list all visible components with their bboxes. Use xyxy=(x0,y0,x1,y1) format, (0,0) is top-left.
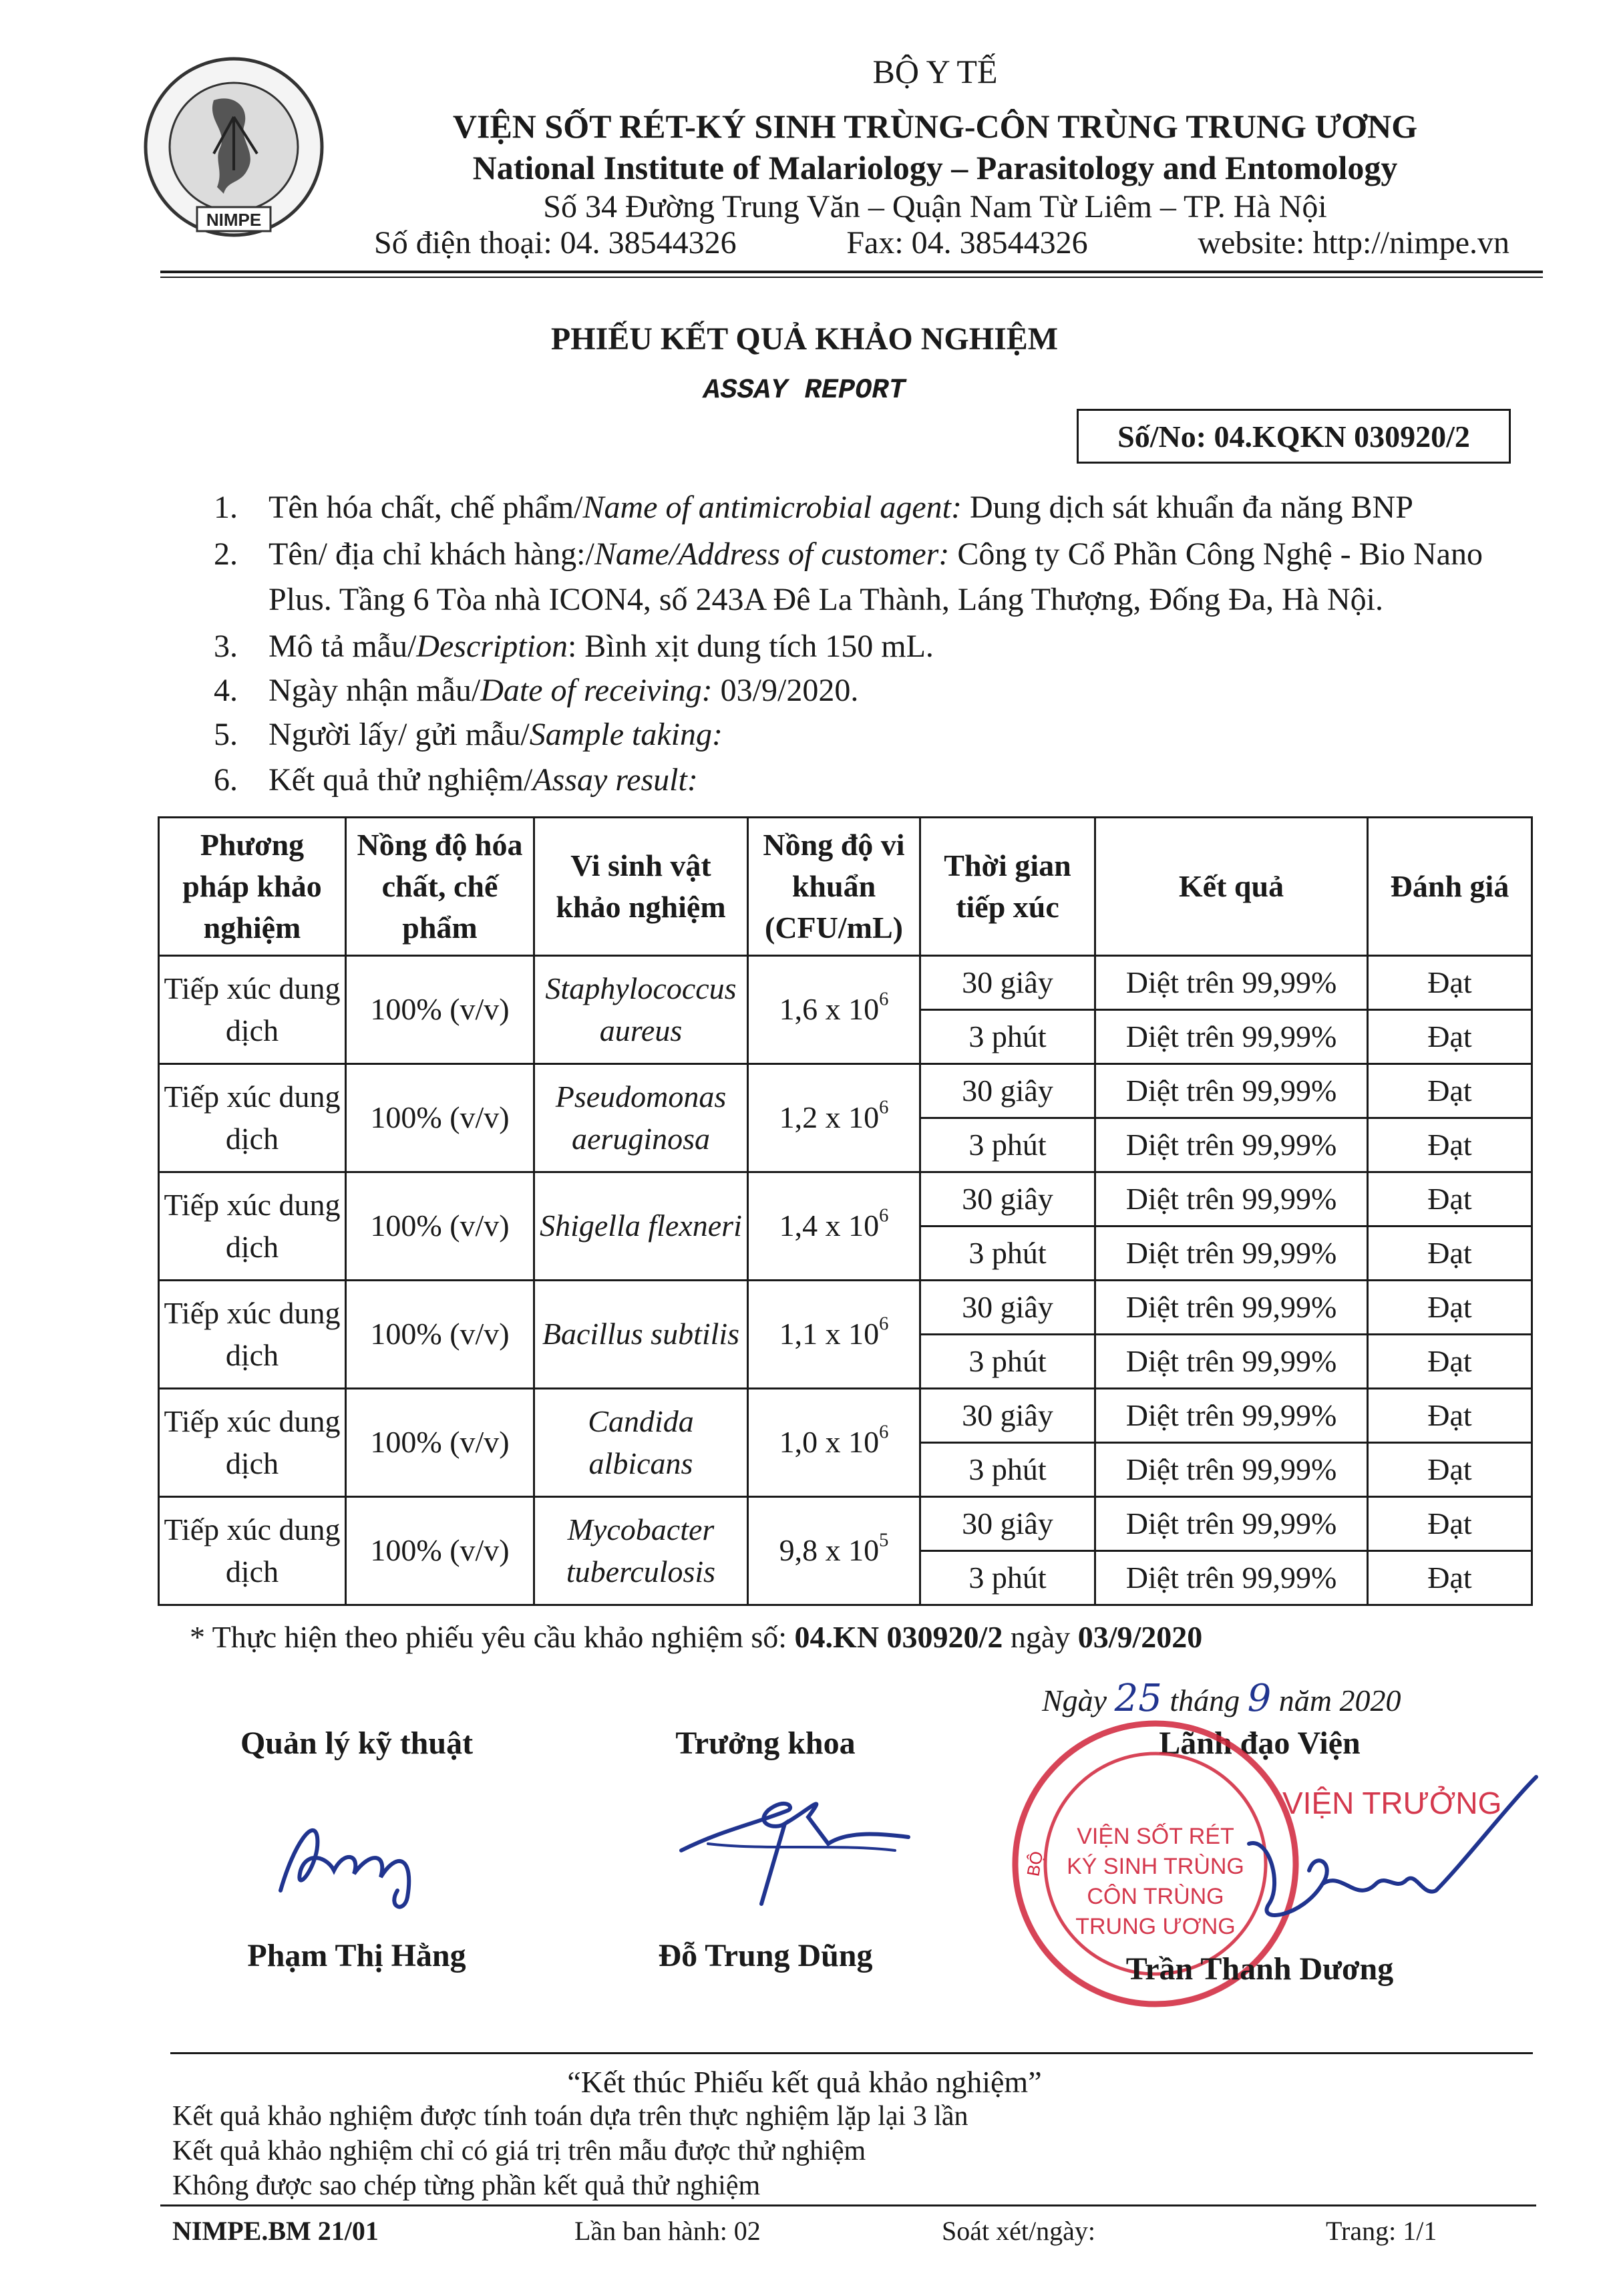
cell-result: Diệt trên 99,99% xyxy=(1095,1064,1368,1118)
cell-result: Diệt trên 99,99% xyxy=(1095,1443,1368,1497)
info-item-assay-result: 6. Kết quả thử nghiệm/Assay result: xyxy=(214,762,698,798)
cell-evaluation: Đạt xyxy=(1368,1010,1532,1064)
technical-manager-title: Quản lý kỹ thuật xyxy=(240,1726,474,1761)
document-subtitle: ASSAY REPORT xyxy=(703,374,906,406)
cell-result: Diệt trên 99,99% xyxy=(1095,1226,1368,1281)
cell-contact-time: 3 phút xyxy=(920,1118,1095,1172)
info-item-date-received: 4. Ngày nhận mẫu/Date of receiving: 03/9/2020. xyxy=(214,673,859,708)
table-row xyxy=(159,1281,1532,1335)
cell-result: Diệt trên 99,99% xyxy=(1095,956,1368,1010)
cell-contact-time: 30 giây xyxy=(920,1064,1095,1118)
cell-contact-time: 30 giây xyxy=(920,1497,1095,1551)
svg-text:BỘ: BỘ xyxy=(1023,1849,1047,1878)
cell-evaluation: Đạt xyxy=(1368,1497,1532,1551)
cell-result: Diệt trên 99,99% xyxy=(1095,1010,1368,1064)
end-of-report: “Kết thúc Phiếu kết quả khảo nghiệm” xyxy=(567,2065,1042,2099)
nimpe-logo xyxy=(134,53,334,254)
cell-result: Diệt trên 99,99% xyxy=(1095,1335,1368,1389)
cell-method: Tiếp xúc dung dịch xyxy=(159,956,346,1064)
cell-contact-time: 3 phút xyxy=(920,1226,1095,1281)
department-head-title: Trưởng khoa xyxy=(675,1726,856,1761)
header-divider-thin xyxy=(160,277,1543,278)
document-title: PHIẾU KẾT QUẢ KHẢO NGHIỆM xyxy=(550,321,1059,357)
table-header-row xyxy=(159,818,1532,956)
cell-concentration: 100% (v/v) xyxy=(346,1389,534,1497)
cell-result: Diệt trên 99,99% xyxy=(1095,1497,1368,1551)
department-head-name: Đỗ Trung Dũng xyxy=(658,1938,873,1973)
handwritten-day: 25 xyxy=(1114,1677,1162,1720)
svg-text:KÝ SINH TRÙNG: KÝ SINH TRÙNG xyxy=(1067,1854,1244,1879)
cell-method: Tiếp xúc dung dịch xyxy=(159,1281,346,1389)
request-note: * Thực hiện theo phiếu yêu cầu khảo nghiệm số: 04.KN 030920/2 ngày 03/9/2020 xyxy=(190,1620,1203,1654)
cell-bacteria-concentration: 1,2 x $10^6$ xyxy=(748,1064,920,1172)
cell-concentration: 100% (v/v) xyxy=(346,1064,534,1172)
cell-organism: Shigella flexneri xyxy=(534,1172,748,1281)
svg-text:TRUNG ƯƠNG: TRUNG ƯƠNG xyxy=(1075,1914,1236,1939)
page-number: Trang: 1/1 xyxy=(1326,2216,1437,2246)
svg-text:VIỆN TRƯỞNG: VIỆN TRƯỞNG xyxy=(1282,1786,1502,1820)
info-item-description: 3. Mô tả mẫu/Description: Bình xịt dung tích 150 mL. xyxy=(214,629,934,664)
table-row xyxy=(159,1064,1532,1118)
cell-result: Diệt trên 99,99% xyxy=(1095,1172,1368,1226)
cell-contact-time: 3 phút xyxy=(920,1443,1095,1497)
cell-method: Tiếp xúc dung dịch xyxy=(159,1389,346,1497)
institute-leader-title: Lãnh đạo Viện xyxy=(1159,1726,1361,1761)
signature-institute-leader xyxy=(1242,1750,1563,1967)
svg-text:NIMPE: NIMPE xyxy=(206,210,262,230)
cell-evaluation: Đạt xyxy=(1368,1226,1532,1281)
footer-note-2: Kết quả khảo nghiệm chỉ có giá trị trên mẫu được thử nghiệm xyxy=(172,2136,866,2166)
cell-evaluation: Đạt xyxy=(1368,1551,1532,1605)
cell-result: Diệt trên 99,99% xyxy=(1095,1551,1368,1605)
ministry-name: BỘ Y TẾ xyxy=(872,53,998,90)
cell-evaluation: Đạt xyxy=(1368,1281,1532,1335)
footer-divider-bottom xyxy=(160,2204,1536,2206)
cell-evaluation: Đạt xyxy=(1368,1443,1532,1497)
cell-result: Diệt trên 99,99% xyxy=(1095,1281,1368,1335)
signing-date: Ngày 25 tháng 9 năm 2020 xyxy=(1042,1677,1401,1720)
cell-bacteria-concentration: 1,6 x $10^6$ xyxy=(748,956,920,1064)
cell-bacteria-concentration: 1,4 x $10^6$ xyxy=(748,1172,920,1281)
svg-text:VIỆN SỐT RÉT: VIỆN SỐT RÉT xyxy=(1077,1824,1234,1849)
info-item-sample-taking: 5. Người lấy/ gửi mẫu/Sample taking: xyxy=(214,717,723,752)
footer-note-1: Kết quả khảo nghiệm được tính toán dựa trên thực nghiệm lặp lại 3 lần xyxy=(172,2101,968,2132)
table-row xyxy=(159,1389,1532,1443)
review-date: Soát xét/ngày: xyxy=(942,2216,1095,2246)
cell-result: Diệt trên 99,99% xyxy=(1095,1118,1368,1172)
cell-evaluation: Đạt xyxy=(1368,1389,1532,1443)
cell-contact-time: 30 giây xyxy=(920,1281,1095,1335)
header-evaluation: Đánh giá xyxy=(1368,818,1532,956)
issue-number: Lần ban hành: 02 xyxy=(574,2216,761,2246)
cell-organism: Candida albicans xyxy=(534,1389,748,1497)
signature-technical-manager xyxy=(254,1790,454,1927)
technical-manager-name: Phạm Thị Hằng xyxy=(247,1938,466,1973)
table-row xyxy=(159,956,1532,1010)
cell-organism: Staphylococcus aureus xyxy=(534,956,748,1064)
cell-bacteria-concentration: 9,8 x $10^5$ xyxy=(748,1497,920,1605)
cell-organism: Mycobacter tuberculosis xyxy=(534,1497,748,1605)
header-bacteria-concentration: Nồng độ vi khuẩn (CFU/mL) xyxy=(748,818,920,956)
info-item-customer: 2. Tên/ địa chỉ khách hàng:/Name/Address of customer: Công ty Cổ Phần Công Nghệ - Bio Nano xyxy=(214,536,1483,572)
institute-leader-name: Trần Thanh Dương xyxy=(1125,1951,1394,1987)
cell-bacteria-concentration: 1,0 x $10^6$ xyxy=(748,1389,920,1497)
cell-bacteria-concentration: 1,1 x $10^6$ xyxy=(748,1281,920,1389)
cell-concentration: 100% (v/v) xyxy=(346,1497,534,1605)
institute-address: Số 34 Đường Trung Văn – Quận Nam Từ Liêm – TP. Hà Nội xyxy=(543,189,1327,224)
institute-name-vn: VIỆN SỐT RÉT-KÝ SINH TRÙNG-CÔN TRÙNG TRUNG ƯƠNG xyxy=(452,108,1418,145)
form-code: NIMPE.BM 21/01 xyxy=(172,2216,379,2246)
contact-line xyxy=(374,224,1509,261)
cell-method: Tiếp xúc dung dịch xyxy=(159,1064,346,1172)
header-divider xyxy=(160,271,1543,273)
cell-organism: Pseudomonas aeruginosa xyxy=(534,1064,748,1172)
cell-method: Tiếp xúc dung dịch xyxy=(159,1172,346,1281)
footer-note-3: Không được sao chép từng phần kết quả thử nghiệm xyxy=(172,2170,761,2201)
cell-result: Diệt trên 99,99% xyxy=(1095,1389,1368,1443)
cell-contact-time: 30 giây xyxy=(920,1389,1095,1443)
header-organism: Vi sinh vật khảo nghiệm xyxy=(534,818,748,956)
cell-evaluation: Đạt xyxy=(1368,1118,1532,1172)
fax-number: Fax: 04. 38544326 xyxy=(846,225,1088,261)
header-concentration: Nồng độ hóa chất, chế phẩm xyxy=(346,818,534,956)
cell-concentration: 100% (v/v) xyxy=(346,956,534,1064)
cell-contact-time: 30 giây xyxy=(920,1172,1095,1226)
cell-contact-time: 30 giây xyxy=(920,956,1095,1010)
handwritten-month: 9 xyxy=(1247,1677,1272,1720)
cell-method: Tiếp xúc dung dịch xyxy=(159,1497,346,1605)
cell-concentration: 100% (v/v) xyxy=(346,1281,534,1389)
cell-evaluation: Đạt xyxy=(1368,1335,1532,1389)
cell-concentration: 100% (v/v) xyxy=(346,1172,534,1281)
report-number-box: Số/No: 04.KQKN 030920/2 xyxy=(1077,409,1511,464)
header-method: Phương pháp khảo nghiệm xyxy=(159,818,346,956)
header-result: Kết quả xyxy=(1095,818,1368,956)
table-row xyxy=(159,1497,1532,1551)
table-row xyxy=(159,1172,1532,1226)
phone-number: Số điện thoại: 04. 38544326 xyxy=(374,225,737,261)
institute-name-en: National Institute of Malariology – Parasitology and Entomology xyxy=(472,149,1398,186)
website-link[interactable]: website: http://nimpe.vn xyxy=(1198,225,1509,261)
cell-organism: Bacillus subtilis xyxy=(534,1281,748,1389)
signature-department-head xyxy=(668,1770,922,1934)
cell-evaluation: Đạt xyxy=(1368,956,1532,1010)
svg-text:CÔN TRÙNG: CÔN TRÙNG xyxy=(1087,1884,1224,1909)
cell-contact-time: 3 phút xyxy=(920,1335,1095,1389)
cell-evaluation: Đạt xyxy=(1368,1064,1532,1118)
footer-divider-top xyxy=(170,2052,1533,2054)
cell-contact-time: 3 phút xyxy=(920,1551,1095,1605)
assay-result-table xyxy=(158,816,1533,1606)
header-contact-time: Thời gian tiếp xúc xyxy=(920,818,1095,956)
info-item-customer-address: Plus. Tầng 6 Tòa nhà ICON4, số 243A Đê La Thành, Láng Thượng, Đống Đa, Hà Nội. xyxy=(269,582,1383,617)
cell-evaluation: Đạt xyxy=(1368,1172,1532,1226)
cell-contact-time: 3 phút xyxy=(920,1010,1095,1064)
info-item-agent: 1. Tên hóa chất, chế phẩm/Name of antimicrobial agent: Dung dịch sát khuẩn đa năng BNP xyxy=(214,490,1413,525)
